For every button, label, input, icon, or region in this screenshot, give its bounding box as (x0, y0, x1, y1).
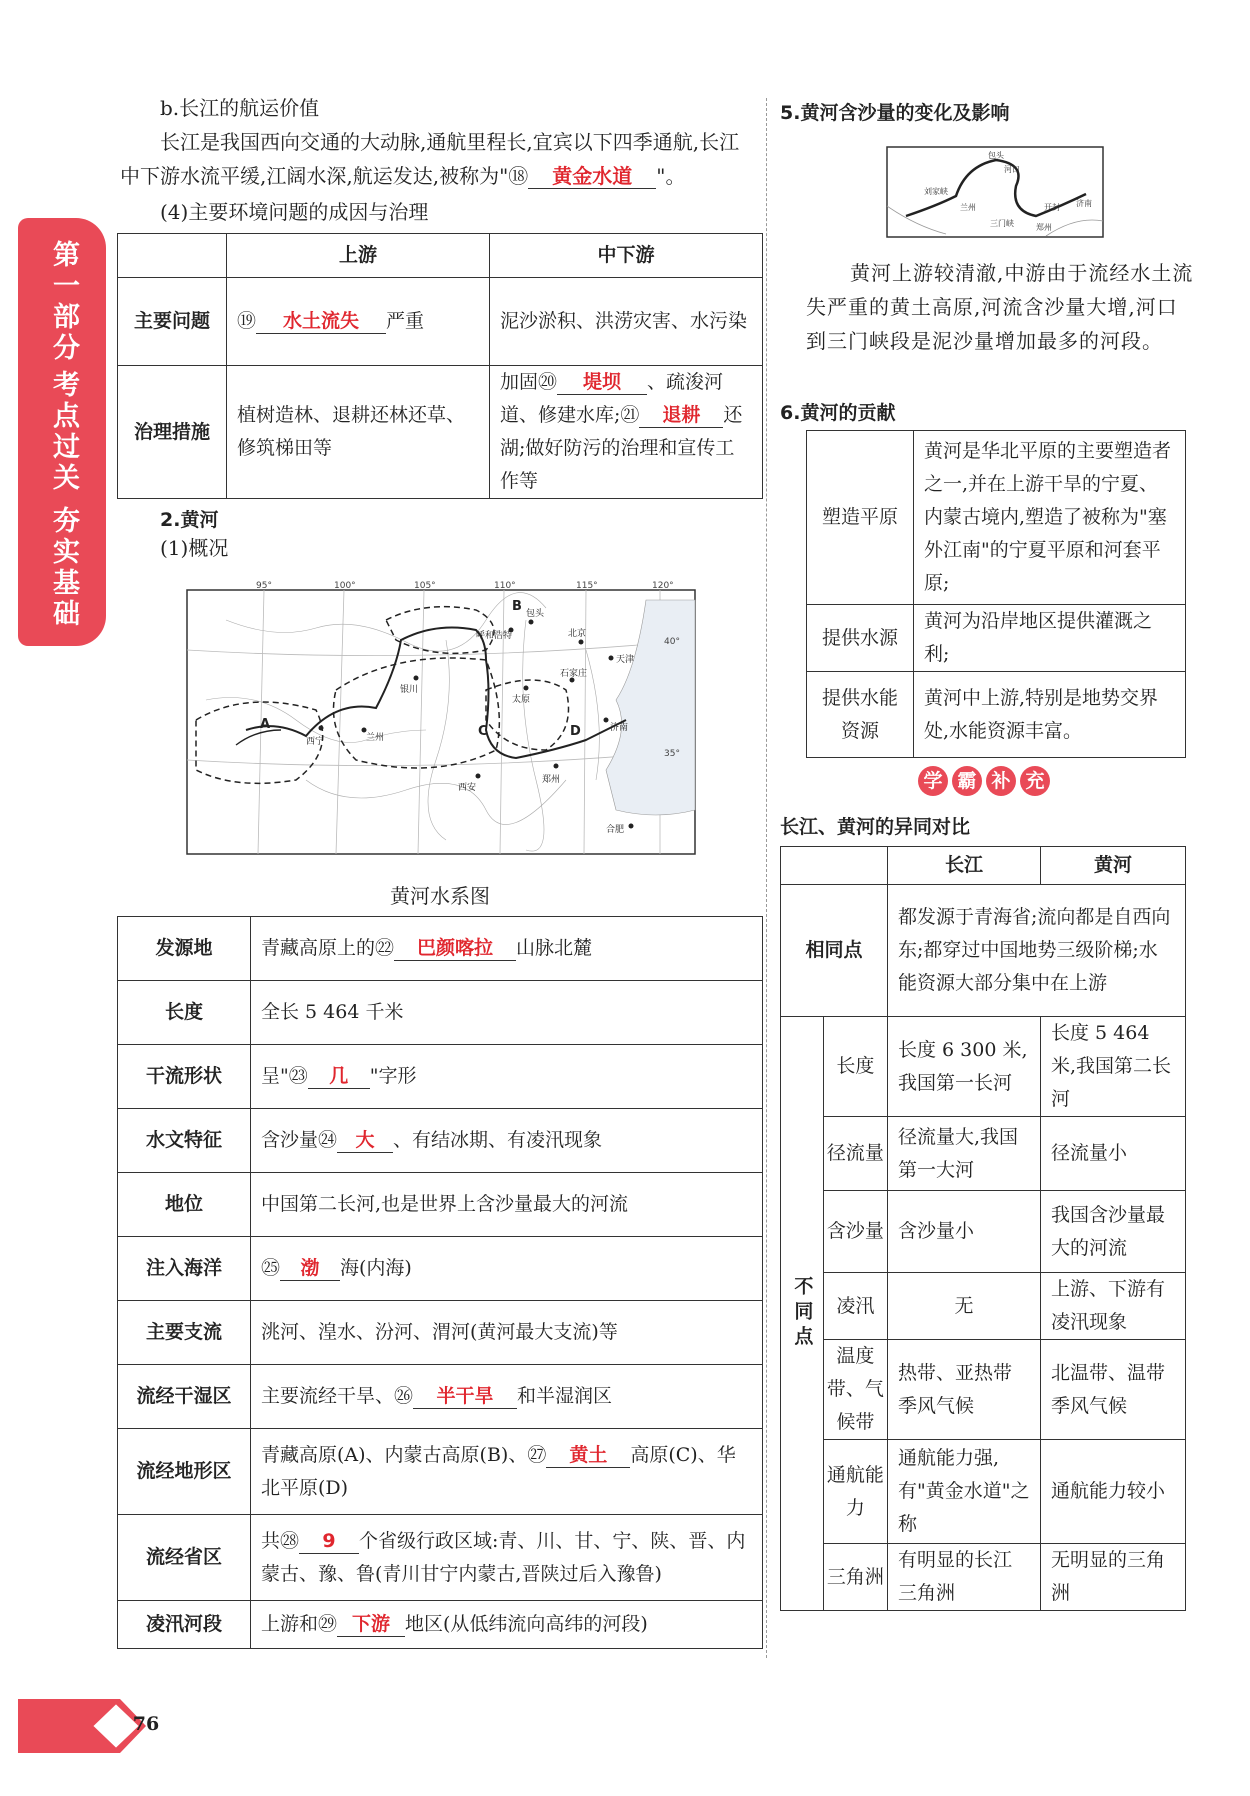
compare-row-label: 通航能力 (823, 1440, 887, 1544)
mini-kaifeng: 开封 (1044, 203, 1060, 212)
answer-20: 堤坝 (557, 370, 647, 395)
mini-sanmenxia: 三门峡 (990, 219, 1014, 228)
info-row (118, 917, 763, 981)
xueba-char-3: 充 (1020, 766, 1050, 796)
info-value-pre: 含沙量㉔ (261, 1129, 338, 1151)
sidebar-part: 第一部分 (48, 240, 79, 364)
contrib-text-1: 黄河为沿岸地区提供灌溉之利; (914, 605, 1186, 672)
compare-row (781, 1440, 1186, 1544)
info-row (118, 1109, 763, 1173)
compare-cell-changjiang: 有明显的长江三角洲 (888, 1544, 1041, 1611)
env-row2-label: 治理措施 (118, 366, 227, 499)
info-row (118, 1601, 763, 1649)
answer-21: 退耕 (639, 403, 723, 428)
b-para2 (120, 160, 685, 193)
compare-row (781, 1273, 1186, 1340)
compare-title: 长江、黄河的异同对比 (780, 816, 971, 838)
sec5-para: 黄河上游较清澈,中游由于流经水土流失严重的黄土高原,河流含沙量大增,河口到三门峡段是泥沙量增加最多的河段。 (806, 261, 1194, 353)
info-value-pre: 全长 5 464 千米 (261, 1001, 404, 1023)
mini-lanzhou: 兰州 (960, 203, 976, 212)
info-value-pre: 洮河、湟水、汾河、渭河(黄河最大支流)等 (261, 1321, 618, 1343)
city-dot (529, 620, 534, 625)
city-xining: 西宁 (306, 737, 325, 747)
info-value-pre: 主要流经干旱、㉖ (261, 1385, 414, 1407)
compare-cell-huanghe: 上游、下游有凌汛现象 (1041, 1273, 1186, 1340)
info-answer: 黄土 (546, 1443, 630, 1468)
env-corner (118, 234, 227, 278)
compare-cell-changjiang: 热带、亚热带季风气候 (888, 1340, 1041, 1440)
info-value-pre: 共㉘ (261, 1529, 300, 1552)
info-row-value (251, 1429, 763, 1515)
compare-row (781, 1544, 1186, 1611)
mini-zhengzhou: 郑州 (1036, 223, 1052, 232)
label-C: C (478, 724, 488, 739)
env-heading: (4)主要环境问题的成因与治理 (160, 200, 429, 224)
city-dot (604, 718, 609, 723)
info-row-value (251, 1173, 763, 1237)
info-answer: 巴颜喀拉 (394, 936, 516, 961)
city-taiyuan: 太原 (512, 695, 531, 705)
compare-cell-huanghe: 径流量小 (1041, 1117, 1186, 1191)
env-row1-mid: 泥沙淤积、洪涝灾害、水污染 (490, 278, 763, 366)
contrib-label-2: 提供水能资源 (807, 672, 914, 758)
huanghe-heading: 2.黄河 (160, 509, 219, 531)
b-para2-post: "。 (656, 164, 686, 188)
diff-label: 不同点 (781, 1017, 824, 1611)
compare-row-label: 径流量 (823, 1117, 887, 1191)
info-value-post: 海(内海) (340, 1257, 412, 1279)
info-row (118, 1173, 763, 1237)
mini-hekou: 河口 (1004, 165, 1020, 174)
info-value-post: 和半湿润区 (517, 1385, 613, 1407)
env-row2-mid-p2: 、疏浚河道、修建水库;㉑ (500, 371, 724, 426)
xueba-char-2: 补 (986, 766, 1016, 796)
env-row2-mid-p3: 还湖;做好防污的治理和宣传工作等 (500, 404, 743, 492)
info-row-label: 流经省区 (118, 1515, 251, 1601)
lon-100: 100° (334, 581, 356, 591)
env-col-mid: 中下游 (490, 234, 763, 278)
info-value-pre: ㉕ (261, 1257, 281, 1279)
info-row (118, 1045, 763, 1109)
compare-cell-changjiang: 通航能力强,有"黄金水道"之称 (888, 1440, 1041, 1544)
overview-heading: (1)概况 (160, 536, 229, 560)
city-dot (629, 824, 634, 829)
info-row (118, 981, 763, 1045)
compare-cell-huanghe: 北温带、温带季风气候 (1041, 1340, 1186, 1440)
info-row-label: 凌汛河段 (118, 1601, 251, 1649)
info-row-value (251, 1601, 763, 1649)
info-row (118, 1515, 763, 1601)
info-row-label: 发源地 (118, 917, 251, 981)
map-caption: 黄河水系图 (390, 884, 490, 908)
city-jinan: 济南 (610, 723, 629, 733)
info-answer: 几 (308, 1064, 370, 1089)
compare-row (781, 1017, 1186, 1117)
city-dot (554, 764, 559, 769)
compare-col-hh: 黄河 (1041, 847, 1186, 885)
info-table-body (118, 917, 763, 1649)
contribution-table (806, 430, 1186, 758)
lon-120: 120° (652, 581, 674, 591)
env-row2-mid (490, 366, 763, 499)
answer-19: 水土流失 (256, 309, 386, 334)
info-row (118, 1365, 763, 1429)
info-answer: 大 (337, 1128, 393, 1153)
info-row-label: 流经干湿区 (118, 1365, 251, 1429)
city-shijiazhuang: 石家庄 (560, 669, 588, 679)
city-hefei: 合肥 (606, 825, 625, 835)
info-row-value (251, 1365, 763, 1429)
answer-18: 黄金水道 (528, 164, 656, 189)
compare-corner (781, 847, 888, 885)
compare-cell-changjiang: 无 (888, 1273, 1041, 1340)
info-value-pre: 青藏高原上的㉒ (261, 937, 395, 959)
label-B: B (512, 599, 522, 614)
compare-cell-changjiang: 含沙量小 (888, 1191, 1041, 1273)
info-row-label: 长度 (118, 981, 251, 1045)
city-dot (579, 640, 584, 645)
lat-35: 35° (664, 749, 680, 759)
compare-row (781, 1340, 1186, 1440)
contrib-label-1: 提供水源 (807, 605, 914, 672)
compare-cell-huanghe: 无明显的三角洲 (1041, 1544, 1186, 1611)
info-row-label: 水文特征 (118, 1109, 251, 1173)
env-row1-label: 主要问题 (118, 278, 227, 366)
compare-row (781, 1191, 1186, 1273)
city-yinchuan: 银川 (400, 685, 419, 695)
info-row-value (251, 1109, 763, 1173)
city-zhengzhou: 郑州 (542, 775, 561, 785)
info-row-value (251, 1045, 763, 1109)
section-sidebar-tab (18, 218, 106, 646)
env-col-upper: 上游 (227, 234, 490, 278)
xueba-banner (918, 766, 1054, 796)
lon-110: 110° (494, 581, 516, 591)
info-row-label: 注入海洋 (118, 1237, 251, 1301)
city-dot (609, 656, 614, 661)
info-row-label: 地位 (118, 1173, 251, 1237)
city-dot (319, 726, 324, 731)
compare-cell-huanghe: 通航能力较小 (1041, 1440, 1186, 1544)
info-row-value (251, 917, 763, 981)
city-dot (476, 774, 481, 779)
xueba-char-0: 学 (918, 766, 948, 796)
info-value-post: 山脉北麓 (516, 937, 593, 959)
info-value-post: "字形 (369, 1065, 417, 1087)
info-value-post: 高原(C)、华北平原(D) (261, 1443, 736, 1499)
info-row-value (251, 1515, 763, 1601)
city-huhehaote: 呼和浩特 (476, 631, 513, 641)
yellow-river-map (186, 580, 696, 856)
info-value-post: 地区(从低纬流向高纬的河段) (405, 1613, 648, 1635)
info-row-value (251, 1237, 763, 1301)
info-row (118, 1237, 763, 1301)
yellow-river-info-table (117, 916, 763, 1649)
info-row-value (251, 981, 763, 1045)
compare-row-label: 长度 (823, 1017, 887, 1117)
xueba-char-1: 霸 (952, 766, 982, 796)
city-dot (362, 728, 367, 733)
contrib-label-0: 塑造平原 (807, 431, 914, 605)
env-row1-upper (227, 278, 490, 366)
info-row-label: 流经地形区 (118, 1429, 251, 1515)
mini-yellow-river-map (886, 146, 1104, 238)
compare-table-body (781, 847, 1186, 1611)
info-value-post: 个省级行政区域:青、川、甘、宁、陕、晋、内蒙古、豫、鲁(青川甘宁内蒙古,晋陕过后入豫鲁) (261, 1529, 746, 1585)
info-row (118, 1301, 763, 1365)
mini-liujiaxia: 刘家峡 (924, 187, 948, 196)
info-row (118, 1429, 763, 1515)
contrib-text-2: 黄河中上游,特别是地势交界处,水能资源丰富。 (914, 672, 1186, 758)
city-dot (414, 676, 419, 681)
compare-cell-changjiang: 长度 6 300 米,我国第一长河 (888, 1017, 1041, 1117)
city-beijing: 北京 (568, 629, 587, 639)
compare-col-cj: 长江 (888, 847, 1041, 885)
info-row-label: 干流形状 (118, 1045, 251, 1109)
compare-cell-huanghe: 长度 5 464 米,我国第二长河 (1041, 1017, 1186, 1117)
info-row-label: 主要支流 (118, 1301, 251, 1365)
b-para2-pre: 中下游水流平缓,江阔水深,航运发达,被称为"⑱ (120, 164, 529, 188)
info-value-pre: 呈"㉓ (261, 1065, 308, 1087)
same-label: 相同点 (781, 885, 888, 1017)
compare-cell-huanghe: 我国含沙量最大的河流 (1041, 1191, 1186, 1273)
lat-40: 40° (664, 637, 680, 647)
info-value-post: 、有结冰期、有凌汛现象 (393, 1129, 603, 1151)
label-A: A (260, 717, 271, 732)
info-answer: 半干旱 (413, 1384, 517, 1409)
sidebar-line1: 考点过关 (48, 370, 79, 494)
city-tianjin: 天津 (616, 655, 635, 665)
env-row2-mid-p1: 加固⑳ (500, 371, 558, 393)
sec6-heading: 6.黄河的贡献 (780, 402, 896, 424)
compare-row-label: 凌汛 (823, 1273, 887, 1340)
city-baotou: 包头 (526, 609, 545, 619)
city-dot (524, 686, 529, 691)
page-number-tab (18, 1695, 170, 1757)
column-divider (766, 98, 767, 1658)
b-para1: 长江是我国西向交通的大动脉,通航里程长,宜宾以下四季通航,长江 (160, 130, 740, 154)
contrib-text-0: 黄河是华北平原的主要塑造者之一,并在上游干旱的宁夏、内蒙古境内,塑造了被称为"塞外江南"的宁夏平原和河套平原; (914, 431, 1186, 605)
city-xian: 西安 (458, 783, 477, 793)
env-row2-upper: 植树造林、退耕还林还草、修筑梯田等 (227, 366, 490, 499)
compare-row (781, 1117, 1186, 1191)
label-D: D (570, 724, 581, 739)
compare-row-label: 三角洲 (823, 1544, 887, 1611)
lon-115: 115° (576, 581, 598, 591)
compare-row-label: 温度带、气候带 (823, 1340, 887, 1440)
lon-95: 95° (256, 581, 272, 591)
info-value-pre: 青藏高原(A)、内蒙古高原(B)、㉗ (261, 1443, 547, 1466)
info-answer: 渤 (280, 1256, 340, 1281)
info-answer: 9 (299, 1529, 359, 1554)
env-table (117, 233, 763, 499)
compare-table (780, 846, 1186, 1611)
env-row1-upper-pre: ⑲ (237, 310, 257, 332)
compare-cell-changjiang: 径流量大,我国第一大河 (888, 1117, 1041, 1191)
page-number: 76 (132, 1713, 160, 1735)
sidebar-line2: 夯实基础 (48, 506, 79, 630)
info-row-value (251, 1301, 763, 1365)
city-lanzhou: 兰州 (366, 733, 385, 743)
same-text: 都发源于青海省;流向都是自西向东;都穿过中国地势三级阶梯;水能资源大部分集中在上游 (888, 885, 1186, 1017)
sec5-heading: 5.黄河含沙量的变化及影响 (780, 102, 1010, 124)
info-value-pre: 上游和㉙ (261, 1613, 338, 1635)
env-row1-upper-post: 严重 (386, 310, 425, 332)
mini-baotou: 包头 (988, 151, 1004, 160)
info-value-pre: 中国第二长河,也是世界上含沙量最大的河流 (261, 1193, 629, 1215)
lon-105: 105° (414, 581, 436, 591)
compare-row-label: 含沙量 (823, 1191, 887, 1273)
info-answer: 下游 (337, 1612, 405, 1637)
mini-jinan: 济南 (1076, 199, 1092, 208)
b-heading: b.长江的航运价值 (160, 96, 320, 120)
